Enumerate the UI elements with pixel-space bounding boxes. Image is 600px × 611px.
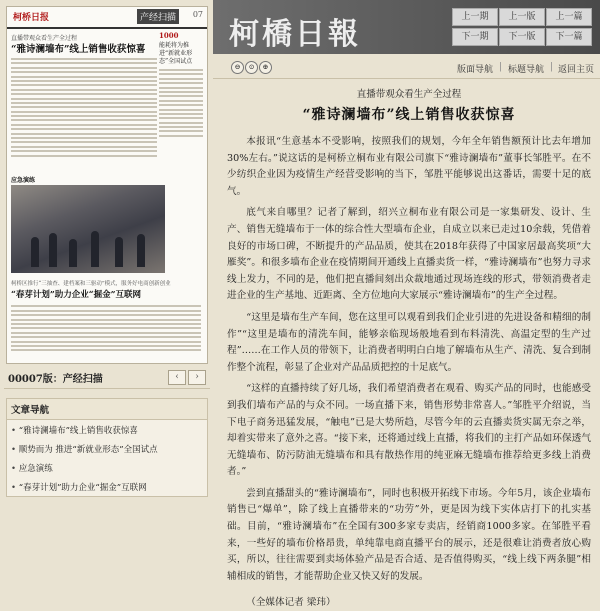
next-issue-button[interactable]: 下一期: [452, 28, 498, 46]
next-page-edition-button[interactable]: 下一版: [499, 28, 545, 46]
article-body: [227, 86, 591, 611]
right-panel: [213, 0, 600, 609]
article-nav-item[interactable]: • “春芽计划”助力企业“掘金”互联网: [7, 477, 207, 496]
article-headline: “雅诗澜墙布”线上销售收获惊喜: [302, 107, 516, 123]
article-paragraph: 底气来自哪里？记者了解到，绍兴立桐布业有限公司是一家集研发、设计、生产、销售无缝墙布于一体的综合性大型墙布企业，自成立以来已走过10余载，凭借着良好的市场口碑，不断提升的产品品质，使其在2018年获得了中国家居最高奖项“大雁奖”。和很多墙布企业在疫情期间开通线上直播卖货一样，“雅诗澜墙布”也努力寻求线上发力，不同的是，他们把直播间刻出众裁地通过现场连线的形式，带领消费者走进企业的生产基地、近距离、全方位地向大家展示“雅诗澜墙布”的生产全过程。: [227, 207, 591, 302]
article-byline: （全媒体记者 梁玮）: [246, 597, 336, 609]
thumb-headline: “雅诗澜墙布”线上销售收获惊喜: [11, 44, 146, 55]
article-paragraph: 本报讯“生意基本不受影响，按照我们的规划，今年全年销售额预计比去年增加30%左右。”说这话的是柯桥立桐布业有限公司旗下“雅诗澜墙布”董事长邹胜平。在不少纺织企业因为疫情生产经营受影响的当下，邹胜平能够说出这番话，需要十足的底气。: [227, 136, 591, 197]
page-label-bar: [4, 366, 210, 389]
thumb-header: [7, 7, 207, 29]
next-page-button[interactable]: ›: [188, 370, 206, 385]
title-nav-link[interactable]: 标题导航: [508, 65, 545, 75]
thumb-main-article[interactable]: [11, 31, 157, 159]
thumb-lower-lines: [11, 303, 201, 354]
article-nav-item[interactable]: • 顺势而为 推进“新就业形态”全国试点: [7, 439, 207, 458]
paper-name: 柯橋日報: [229, 17, 361, 52]
thumb-side-title: 能耗将为推进“新就业形态”全国试点: [159, 42, 193, 65]
thumb-photo-caption: 应急演练: [11, 177, 36, 184]
next-article-button[interactable]: 下一篇: [546, 28, 592, 46]
home-link[interactable]: 返回主页: [558, 65, 595, 75]
prev-page-button[interactable]: ‹: [168, 370, 186, 385]
article-paragraph: 尝到直播甜头的“雅诗澜墙布”，同时也积极开拓线下市场。今年5月，该企业墙布销售已“爆单”，除了线上直播带来的“功劳”外，更是因为线下实体店打下的扎实基础。目前，“雅诗澜墙布”在全国有300多家专卖店，经销商1000多家。在邹胜平看来，一些好的墙布价格昂贵，单纯靠电商直播平台的展示，还是很难让消费者放心购买，所以，往往需要到卖场体验产品是否合适、是否值得购买，“线上线下两条腿”相辅相成的销售，才能帮助企业又快又好的发展。: [227, 487, 591, 582]
thumb-side-article[interactable]: [159, 31, 203, 139]
article-paragraph: “这样的直播持续了好几场，我们希望消费者在观看、购买产品的同时，也能感受到我们墙布产品的与众不同。一场直播下来，销售形势非常喜人。”邹胜平介绍说，当下电子商务迅猛发展，“触电”已是大势所趋，尽管今年的云直播卖货实属无奈之举，却着实带来了意外之喜。“接下来，还将通过线上直播，将我们的主打产品如环保透气无缝墙布、防污防油无缝墙布和具有散热作用的纯亚麻无缝墙布推荐给更多线上消费者。”: [227, 383, 591, 478]
zoom-out-icon[interactable]: ⊖: [231, 61, 244, 74]
page-thumbnail[interactable]: [6, 6, 208, 364]
thumb-lower-kicker: 柯桥区推行“三抽查、建档案和三驱动”模式，服务好电商创新创业: [11, 281, 171, 287]
thumb-text-lines: [11, 58, 157, 157]
article-nav-item[interactable]: • 应急演练: [7, 458, 207, 477]
thumb-lower-headline: “春芽计划”助力企业“掘金”互联网: [11, 290, 142, 300]
page-nav-link[interactable]: 版面导航: [457, 65, 494, 75]
page-label: 00007版：产经扫描: [8, 374, 103, 385]
thumb-page-number: 07: [192, 10, 203, 19]
article-nav-heading: 文章导航: [7, 399, 207, 420]
thumb-photo[interactable]: [11, 185, 165, 273]
thumb-section: 产经扫描: [137, 9, 179, 24]
thumb-kicker: 直播带观众看生产全过程: [11, 35, 78, 42]
article-paragraph: “这里是墙布生产车间，您在这里可以观看到我们企业引进的先进设备和精细的制作”“这里是墙布的清洗车间，能够亲临现场般地看到布料清洗、高温定型的生产过程”……在工作人员的带领下，让消费者明明白白地了解墙布从生产、清洗、复合到制作整个流程，彰显了企业对产品品质把控的十足底气。: [227, 311, 591, 373]
zoom-in-icon[interactable]: ⊕: [259, 61, 272, 74]
toolbar: [213, 56, 600, 79]
prev-issue-button[interactable]: 上一期: [452, 8, 498, 26]
left-panel: [0, 0, 212, 579]
prev-page-edition-button[interactable]: 上一版: [499, 8, 545, 26]
article-nav: [6, 398, 208, 497]
toolbar-separator: |: [499, 62, 503, 72]
thumb-side-lines: [159, 69, 203, 137]
article-nav-item[interactable]: • “雅诗澜墙布”线上销售收获惊喜: [7, 420, 207, 439]
reset-zoom-icon[interactable]: ⊙: [245, 61, 258, 74]
toolbar-separator: |: [550, 62, 554, 72]
prev-article-button[interactable]: 上一篇: [546, 8, 592, 26]
article-kicker: 直播带观众看生产全过程: [356, 89, 462, 100]
thumb-side-number: 1000: [159, 31, 179, 40]
masthead: [213, 0, 600, 54]
thumb-logo: 柯桥日报: [13, 13, 50, 23]
